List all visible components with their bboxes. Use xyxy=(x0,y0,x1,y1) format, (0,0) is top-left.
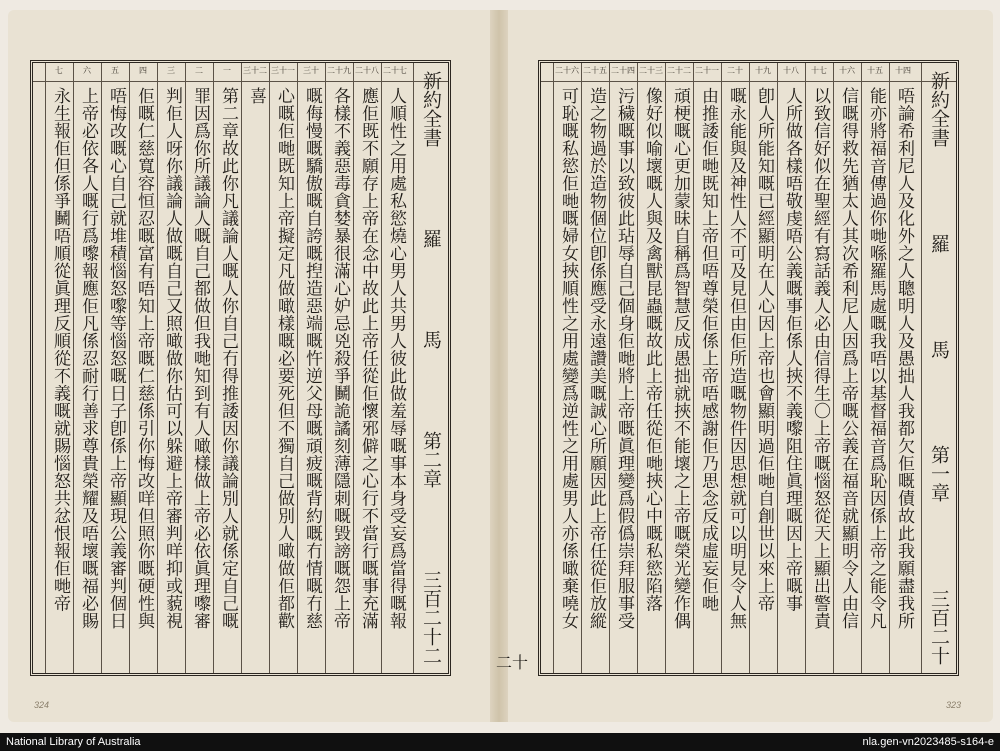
right-text-column: 造之物過於造物個位卽係應受永遠讚美嘅誠心所願因此上帝任從佢放縱 xyxy=(586,87,606,630)
footer-bar xyxy=(0,733,1000,751)
right-text-column: 嘅永能與及神性人不可及見但由佢所造嘅物件因思想就可以明見令人無 xyxy=(726,87,746,630)
left-verse-number: 二 xyxy=(195,66,203,75)
right-text-column: 污穢嘅事以致彼此玷辱自己個身佢哋將上帝嘅眞理變爲假僞崇拜服事受 xyxy=(614,87,634,630)
right-column-rule xyxy=(637,63,638,673)
right-column-rule xyxy=(889,63,890,673)
right-text-column: 人所做各樣唔敬虔唔公義嘅事佢係人挾不義嚟阻住眞理嘅因上帝嘅事 xyxy=(782,87,802,612)
left-column-rule xyxy=(185,63,186,673)
left-text-column: 心嘅佢哋既知上帝擬定凡做噉樣嘅必要死但不獨自己做別人噉做佢都歡 xyxy=(274,87,294,630)
book-gutter xyxy=(490,10,508,722)
right-verse-number: 十四 xyxy=(895,66,911,75)
right-column-rule xyxy=(721,63,722,673)
right-text-column: 以致信好似在聖經有寫話義人必由信得生〇上帝嘅惱怒從天上顯出警責 xyxy=(810,87,830,630)
right-verse-number: 二十三 xyxy=(639,66,663,75)
right-verse-number: 十六 xyxy=(839,66,855,75)
right-column-rule xyxy=(777,63,778,673)
left-column-rule xyxy=(157,63,158,673)
right-verse-number: 二十 xyxy=(727,66,743,75)
left-text-column: 上帝必依各人嘅行爲嚟報應佢凡係忍耐行善求尊貴榮耀及唔壞嘅福必賜 xyxy=(78,87,98,630)
right-header-book: 羅 xyxy=(928,233,950,253)
left-text-column: 各樣不義惡毒貪婪暴很滿心妒忌兇殺爭鬭詭譎刻薄隱刺嘅毀謗嘅怨上帝 xyxy=(330,87,350,630)
left-verse-number: 五 xyxy=(111,66,119,75)
left-text-column: 第二章故此你凡議論人嘅人你自己冇得推諉因你議論別人就係定自己嘅 xyxy=(218,87,238,630)
left-text-column: 罪因爲你所議論人嘅自己都做但我哋知到有人噉樣做上帝必依眞理嚟審 xyxy=(190,87,210,630)
right-column-rule xyxy=(749,63,750,673)
left-verse-number: 三十二 xyxy=(243,66,267,75)
right-column-rule xyxy=(805,63,806,673)
footer-identifier: nla.gen-vn2023485-s164-e xyxy=(862,736,994,748)
right-text-column: 像好似喻壞嘅人與及禽獸昆蟲嘅故此上帝任從佢哋挾心中嘅私慾陷落 xyxy=(642,87,662,612)
right-running-header xyxy=(924,71,954,665)
left-column-rule xyxy=(213,63,214,673)
left-header-chapter: 第二章 xyxy=(420,431,442,488)
left-text-column: 永生報佢但係爭鬭唔順從眞理反順從不義嘅就賜惱怒共忿恨報佢哋帝 xyxy=(50,87,70,612)
left-verse-number: 二十九 xyxy=(327,66,351,75)
right-column-rule xyxy=(553,63,554,673)
left-text-column: 唔悔改嘅心自己就堆積惱怒嚟等惱怒嘅日子卽係上帝顯現公義審判個日 xyxy=(106,87,126,630)
right-header-chapter: 第一章 xyxy=(928,445,950,503)
right-verse-number: 十八 xyxy=(783,66,799,75)
left-column-rule xyxy=(129,63,130,673)
left-header-rule xyxy=(413,63,414,673)
right-verse-number: 十九 xyxy=(755,66,771,75)
left-running-header xyxy=(416,71,446,665)
left-column-rule xyxy=(325,63,326,673)
right-verse-number: 十五 xyxy=(867,66,883,75)
left-column-rule xyxy=(269,63,270,673)
right-header-title: 新約全書 xyxy=(928,71,950,147)
right-column-rule xyxy=(581,63,582,673)
right-column-rule xyxy=(833,63,834,673)
left-column-rule xyxy=(241,63,242,673)
left-verse-number: 一 xyxy=(223,66,231,75)
left-header-title: 新約全書 xyxy=(420,71,442,147)
left-verse-number: 三十一 xyxy=(271,66,295,75)
right-header-page-number: 三百二十 xyxy=(928,589,950,665)
left-verse-number: 四 xyxy=(139,66,147,75)
left-verse-number: 三十 xyxy=(303,66,319,75)
left-column-rule xyxy=(73,63,74,673)
right-verse-number: 二十六 xyxy=(555,66,579,75)
right-column-rule xyxy=(609,63,610,673)
right-text-column: 頑梗嘅心更加蒙昧自稱爲智慧反成愚拙就挾不能壞之上帝嘅榮光變作偶 xyxy=(670,87,690,630)
right-verse-number: 二十一 xyxy=(695,66,719,75)
left-column-rule xyxy=(297,63,298,673)
right-text-column: 信嘅得救先猶太人其次希利尼人因爲上帝嘅公義在福音就顯明令人由信 xyxy=(838,87,858,630)
left-verse-number: 二十七 xyxy=(383,66,407,75)
right-text-column: 由推諉佢哋既知上帝但唔尊榮佢係上帝唔感謝佢乃思念反成虛妄佢哋 xyxy=(698,87,718,612)
right-verse-number: 二十四 xyxy=(611,66,635,75)
left-text-column: 判佢人呀你議論人做嘅自己又照噉做你估可以躲避上帝審判咩抑或藐視 xyxy=(162,87,182,630)
left-text-column: 喜 xyxy=(246,87,266,105)
left-text-column: 嘅侮慢嘅驕傲嘅自誇嘅揑造惡端嘅忤逆父母嘅頑疲嘅背約嘅冇情嘅冇慈 xyxy=(302,87,322,630)
right-verse-number: 二十五 xyxy=(583,66,607,75)
left-header-book2: 馬 xyxy=(420,330,442,349)
gutter-mark: 二十 xyxy=(496,653,529,672)
left-column-rule xyxy=(101,63,102,673)
left-column-rule xyxy=(353,63,354,673)
right-text-frame xyxy=(538,60,959,676)
left-text-frame xyxy=(30,60,451,676)
left-verse-number: 七 xyxy=(55,66,63,75)
left-text-column: 佢嘅仁慈寬容恒忍嘅富有唔知上帝嘅仁慈係引你悔改咩但照你嘅硬性與 xyxy=(134,87,154,630)
right-verse-number: 二十二 xyxy=(667,66,691,75)
left-header-book: 羅 xyxy=(420,229,442,248)
left-column-rule xyxy=(45,63,46,673)
right-verse-number: 十七 xyxy=(811,66,827,75)
left-verse-number: 六 xyxy=(83,66,91,75)
footer-library-name: National Library of Australia xyxy=(6,736,141,748)
right-text-column: 能亦將福音傳過你哋喺羅馬處嘅我唔以基督福音爲恥因係上帝之能令凡 xyxy=(866,87,886,630)
right-column-rule xyxy=(693,63,694,673)
right-text-column: 可恥嘅私慾佢哋嘅婦女挾順性之用處變爲逆性之用處男人亦係噉棄嘵女 xyxy=(558,87,578,630)
right-column-rule xyxy=(861,63,862,673)
left-text-column: 人順性之用處私慾燒心男人共男人彼此做羞辱嘅事本身受妄爲當得嘅報 xyxy=(386,87,406,630)
right-header-book2: 馬 xyxy=(928,339,950,359)
right-pencil-folio: 323 xyxy=(946,700,962,710)
left-column-rule xyxy=(381,63,382,673)
left-text-column: 應佢既不願存上帝在念中故此上帝任從佢懷邪僻之心行不當行嘅事充滿 xyxy=(358,87,378,630)
right-text-column: 卽人所能知嘅已經顯明在人心因上帝也會顯明過佢哋自創世以來上帝 xyxy=(754,87,774,612)
right-text-column: 唔論希利尼人及化外之人聰明人及愚拙人我都欠佢嘅債故此我願盡我所 xyxy=(894,87,914,630)
left-verse-number: 三 xyxy=(167,66,175,75)
right-column-rule xyxy=(665,63,666,673)
left-verse-number: 二十八 xyxy=(355,66,379,75)
right-header-rule xyxy=(921,63,922,673)
left-pencil-folio: 324 xyxy=(34,700,50,710)
left-header-page-number: 三百二十二 xyxy=(420,570,442,665)
